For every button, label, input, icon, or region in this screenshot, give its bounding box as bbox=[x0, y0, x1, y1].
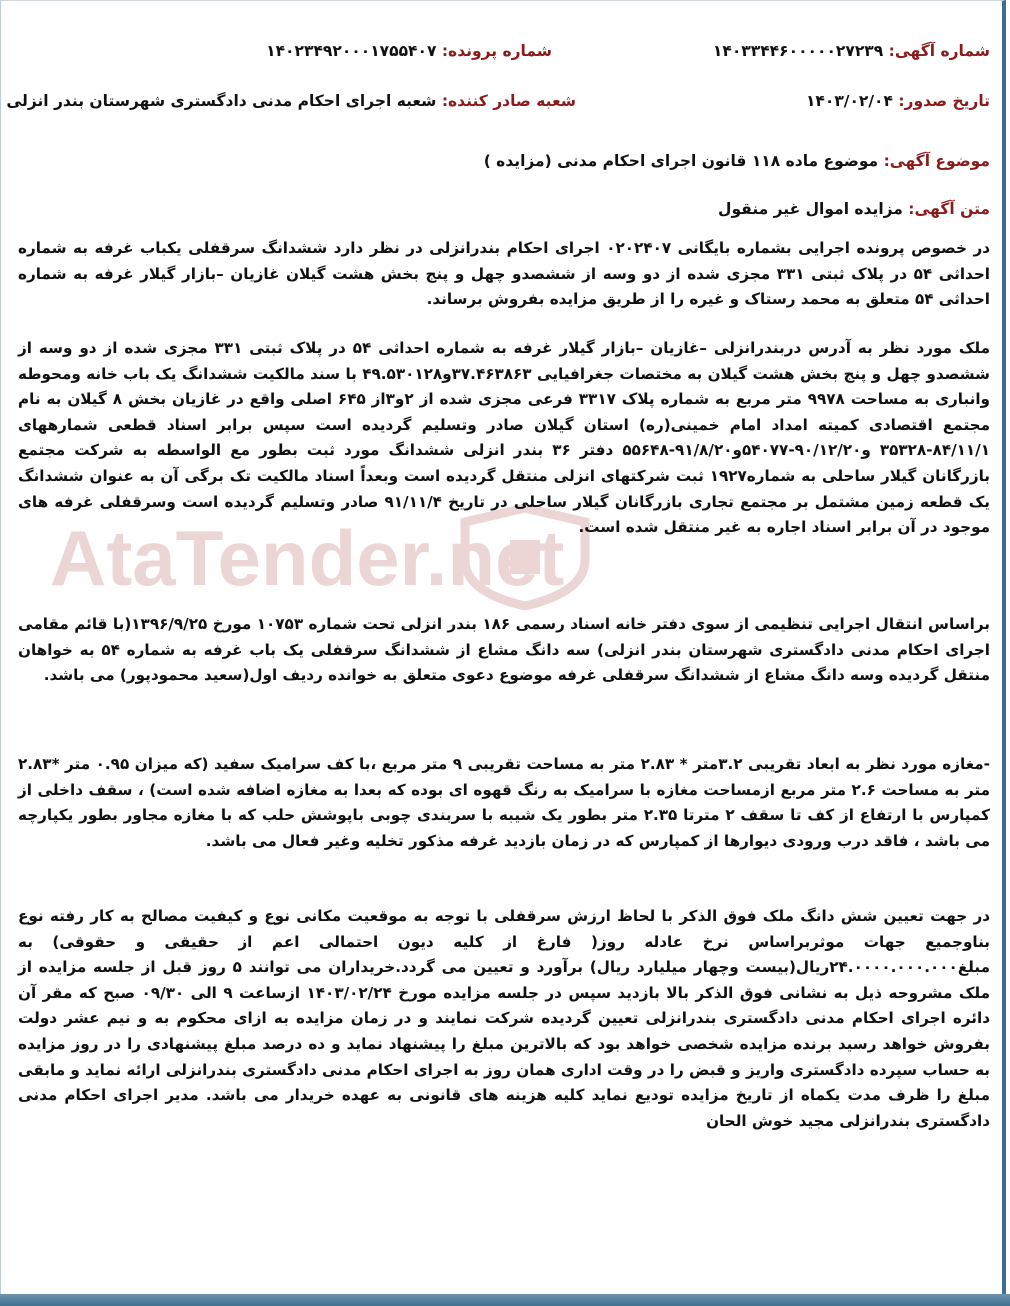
notice-text-title: مزایده اموال غیر منقول bbox=[718, 200, 903, 218]
subject bbox=[484, 152, 990, 170]
issuer-value: شعبه اجرای احکام مدنی دادگستری شهرستان بندر انزلی bbox=[6, 92, 437, 110]
paragraph-4: -مغازه مورد نظر به ابعاد تقریبی ۳.۲متر * ۲.۸۳ متر به مساحت تقریبی ۹ متر مربع ،با کف سرامیک سفید (که میزان ۰.۹۵ متر *۲.۸۳ متر به مساحت ۲.۶ متر مربع ازمساحت مغازه با سرامیک به رنگ قهوه ای بوده که بعدا به مغازه اضافه شده است) ، سقف داخلی از کمپارس با ارتفاع از کف تا سقف ۲ مترتا ۲.۳۵ متر بطور یک شیبه با سربندی چوبی باپوشش حلب که با مغازه مجاور بطور یکپارچه می باشد ، فاقد درب ورودی دیوارها از کمپارس که در زمان بازدید غرفه مذکور تخلیه وغیر فعال می باشد. bbox=[18, 755, 990, 850]
paragraph-1: در خصوص پرونده اجرایی بشماره بایگانی ۰۲۰۲۴۰۷ اجرای احکام بندرانزلی در نظر دارد ششدانگ سرقفلی یکباب غرفه به شماره احداثی ۵۴ در پلاک ثبتی ۳۳۱ مجزی شده از دو وسه از ششصدو چهل و پنج بخش هشت گیلان غازیان –بازار گیلار غرفه به شماره احداثی ۵۴ متعلق به محمد رستاک و غیره را از طریق مزایده بفروش برساند. bbox=[18, 239, 990, 309]
subject-label: موضوع آگهی: bbox=[883, 152, 990, 170]
issue-date-label: تاریخ صدور: bbox=[898, 92, 990, 110]
issuer-label: شعبه صادر کننده: bbox=[441, 92, 576, 110]
notice-number-label: شماره آگهی: bbox=[888, 42, 990, 60]
window-bottom-bar bbox=[0, 1294, 1010, 1306]
paragraph-5: در جهت تعیین شش دانگ ملک فوق الذکر با لحاظ ارزش سرقفلی با توجه به موقعیت مکانی نوع و کیفیت مصالح به کار رفته نوع بناوجمیع جهات موثربراساس نرخ عادله روز( فارغ از کلیه دیون احتمالی اعم از حقیقی و حقوقی) به مبلغ۲۴.۰۰۰۰.۰۰۰.۰۰۰ریال(بیست وچهار میلیارد ریال) برآورد و تعیین می گردد.خریداران می توانند ۵ روز قبل از جلسه مزایده از ملک مشروحه ذیل به نشانی فوق الذکر بالا بازدید سپس در جلسه مزایده مورخ ۱۴۰۳/۰۲/۲۴ ازساعت ۹ الی ۰۹/۳۰ صبح که مقر آن دائره اجرای احکام مدنی دادگستری بندرانزلی تعیین گردیده شرکت نمایند و در زمان مزایده به ازای محکوم به و نیم عشر دولت بفروش خواهد رسید برنده مزایده شخصی خواهد بود که بالاترین مبلغ را پیشنهاد نماید و ده درصد مبلغ پیشنهادی را در روز مزایده به حساب سپرده دادگستری واریز و قبض را در وقت اداری همان روز به اجرای احکام مدنی دادگستری بندرانزلی ارائه نماید و مابقی مبلغ را ظرف مدت یکماه از تاریخ مزایده تودیع نماید کلیه هزینه های قانونی به عهده خریدار می باشد. مدیر اجرای احکام مدنی دادگستری بندرانزلی مجید خوش الحان bbox=[18, 907, 990, 1130]
notice-number-value: ۱۴۰۳۳۴۴۶۰۰۰۰۰۲۷۲۳۹ bbox=[712, 42, 884, 60]
paragraph-2: ملک مورد نظر به آدرس دربندرانزلی –غازیان –بازار گیلار غرفه به شماره احداثی ۵۴ در پلاک ثبتی ۳۳۱ مجزی شده از دو وسه از ششصدو چهل و پنج بخش هشت گیلان به مختصات جغرافیایی ۳۷.۴۶۳۸۶۳و۴۹.۵۳۰۱۲۸ با سند مالکیت ششدانگ یک باب خانه ومحوطه وانباری به مساحت ۹۹۷۸ متر مربع به شماره پلاک ۳۳۱۷ فرعی مجزی شده از ۲و۳از ۶۴۵ اصلی واقع در غازیان بخش ۸ گیلان به نام مجتمع اقتصادی کمیته امداد امام خمینی(ره) استان گیلان صادر وتسلیم گردیده است سپس برابر اسناد قطعی شمارههای ۸۴/۱۱/۱-۳۵۳۲۸ و۹۰/۱۲/۲۰-۵۴۰۷۷و۹۱/۸/۲۰-۵۵۶۴۸ دفتر ۳۶ بندر انزلی ششدانگ مورد ثبت بطور مع الواسطه به شرکت مجتمع بازرگانان گیلار ساحلی به شماره۱۹۲۷ ثبت شرکتهای انزلی منتقل گردیده است وبعداً اسناد مالکیت تک برگی آن به عنوان ششدانگ یک قطعه زمین مشتمل بر مجتمع تجاری بازرگانان گیلار ساحلی در تاریخ ۹۱/۱۱/۴ صادر وتسلیم گردیده است وسرقفلی غرفه های موجود در آن برابر اسناد اجاره به غیر منتقل شده است. bbox=[18, 339, 991, 537]
issuer bbox=[6, 92, 576, 110]
paragraph-3: براساس انتقال اجرایی تنظیمی از سوی دفتر خانه اسناد رسمی ۱۸۶ بندر انزلی تحت شماره ۱۰۷۵۳ مورخ ۱۳۹۶/۹/۲۵(با قائم مقامی اجرای احکام مدنی دادگستری شهرستان بندر انزلی) سه دانگ مشاع از ششدانگ سرقفلی یک باب غرفه به شماره ۵۴ به خواهان منتقل گردیده وسه دانگ مشاع از ششدانگ سرقفلی غرفه موضوع دعوی متعلق به خوانده ردیف اول(سعید محمودپور) می باشد. bbox=[18, 615, 991, 685]
case-number bbox=[266, 42, 552, 60]
notice-number bbox=[713, 42, 990, 60]
issue-date-value: ۱۴۰۳/۰۲/۰۴ bbox=[805, 92, 893, 110]
issue-date bbox=[806, 92, 990, 110]
case-number-label: شماره پرونده: bbox=[441, 42, 552, 60]
subject-value: موضوع ماده ۱۱۸ قانون اجرای احکام مدنی (مزایده ) bbox=[483, 152, 879, 170]
case-number-value: ۱۴۰۲۳۴۹۲۰۰۰۱۷۵۵۴۰۷ bbox=[266, 42, 437, 60]
notice-text-label: متن آگهی: bbox=[908, 200, 990, 218]
notice-text-heading bbox=[718, 200, 990, 218]
